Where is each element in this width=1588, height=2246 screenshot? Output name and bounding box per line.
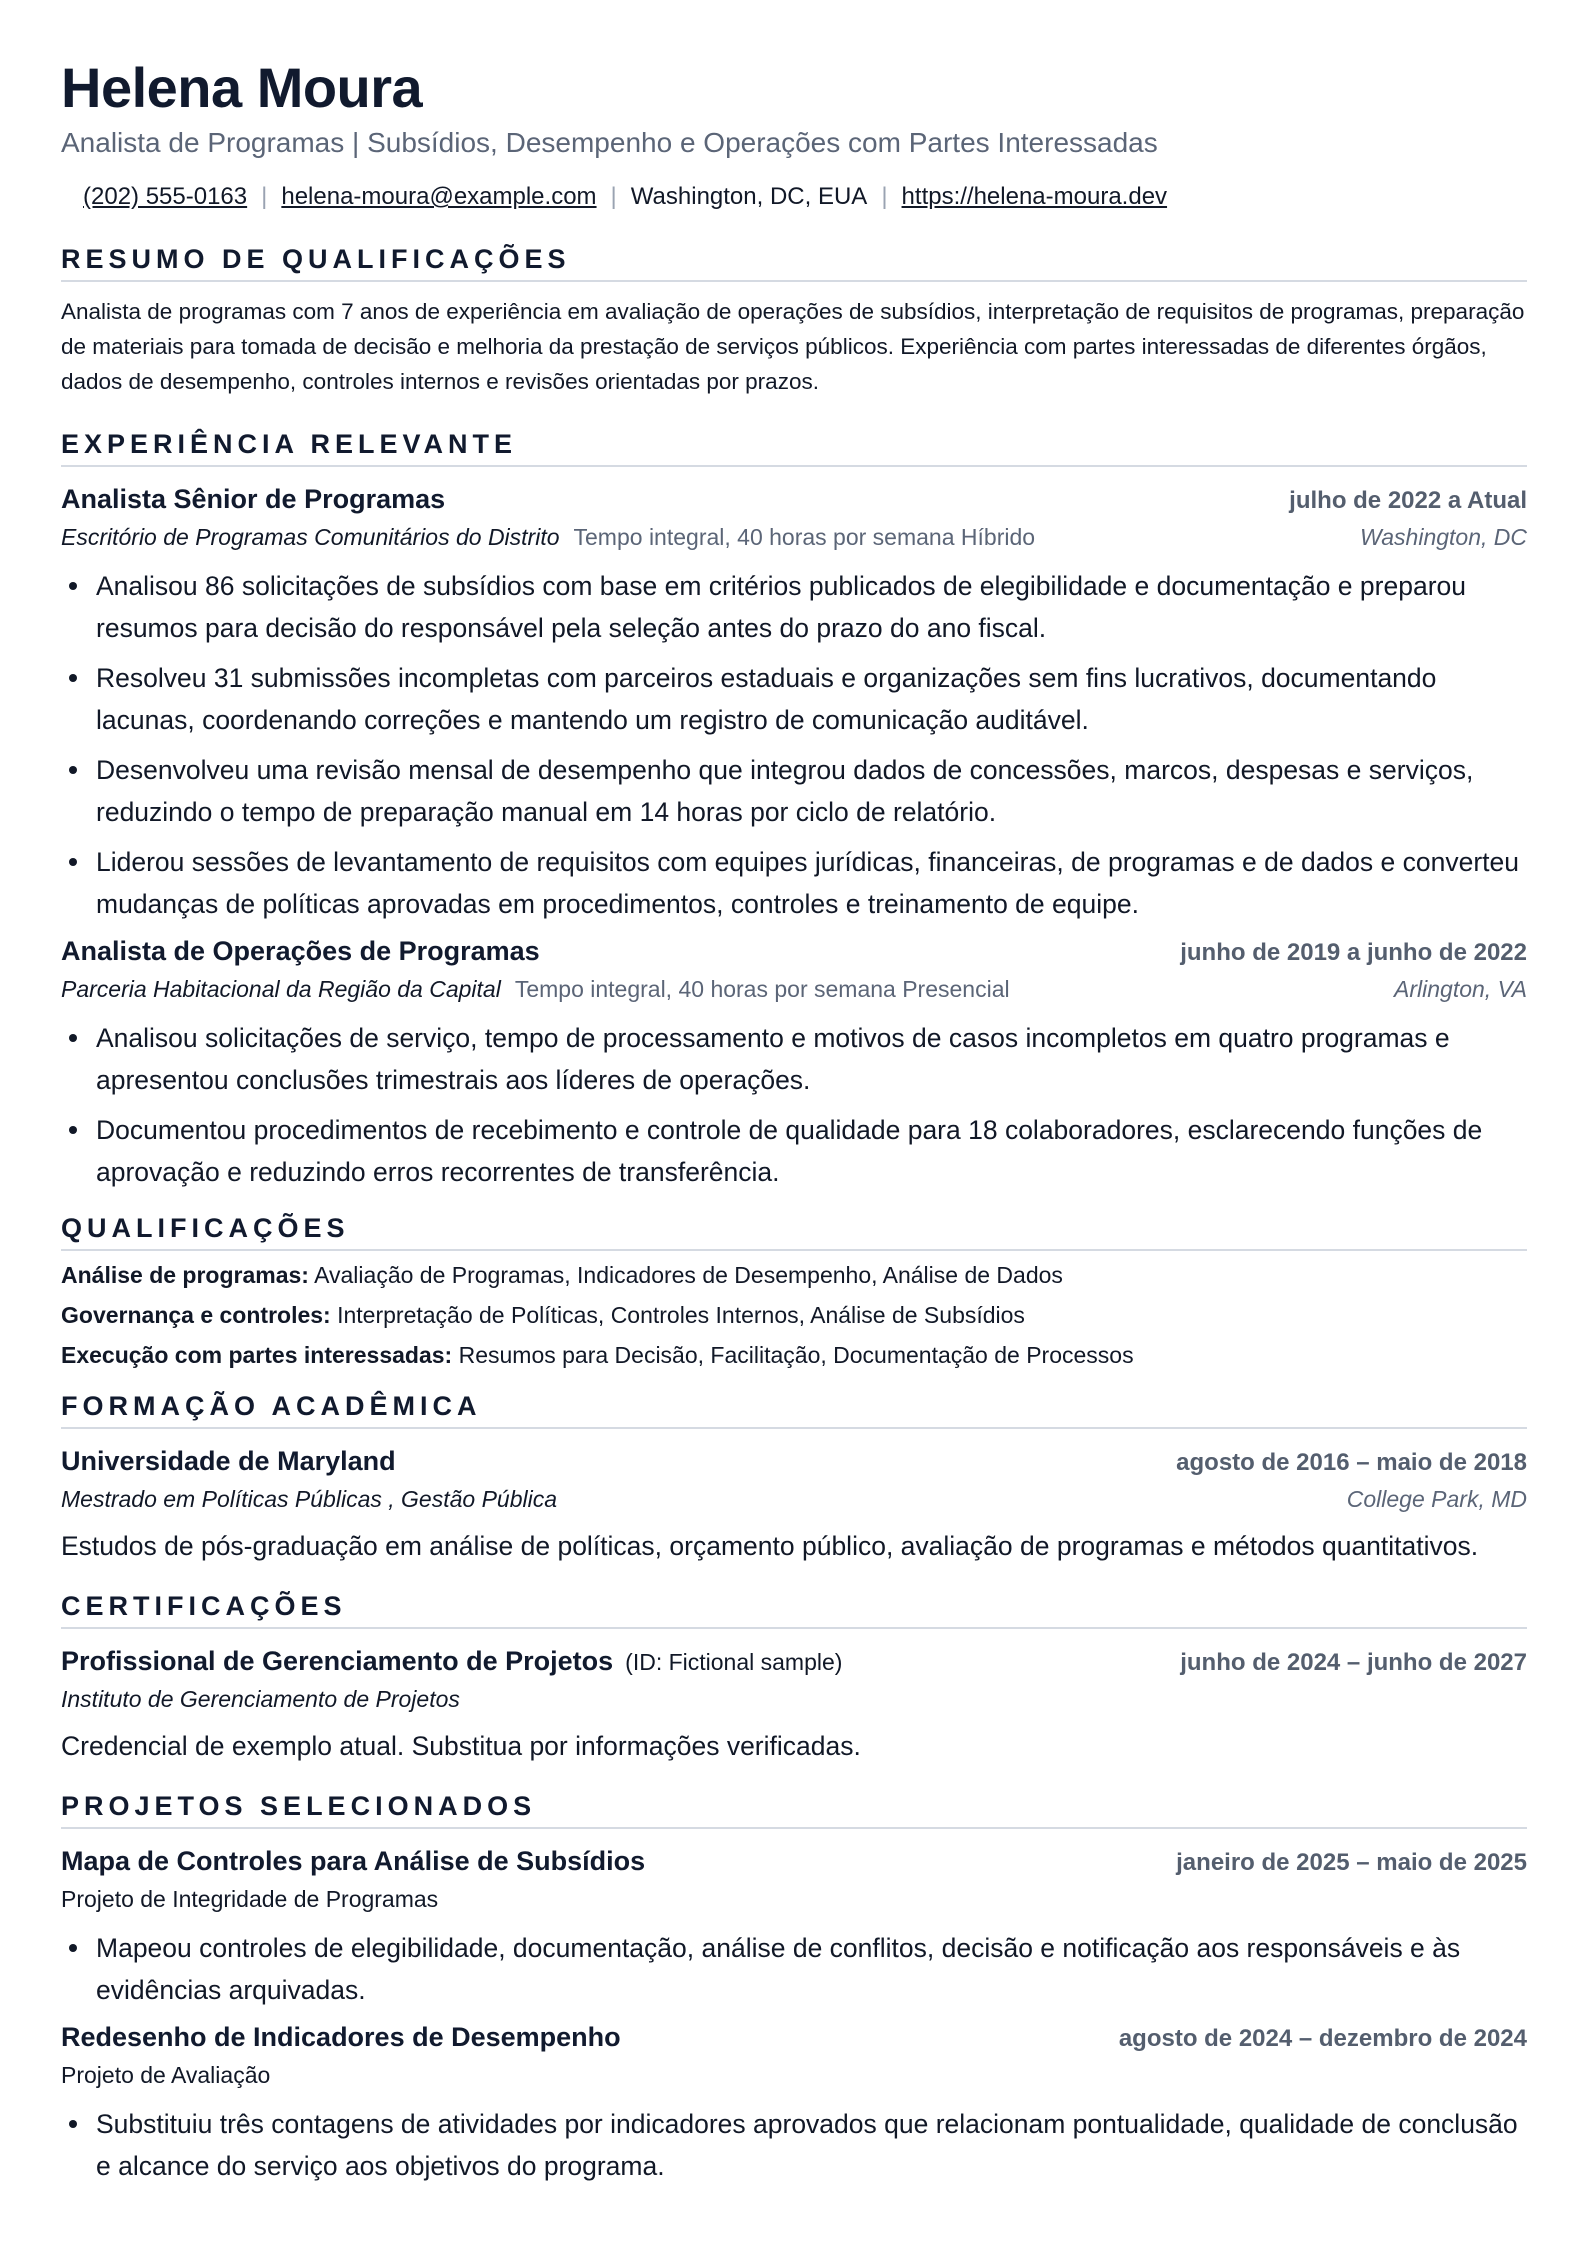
projects-section <box>61 1789 1527 2187</box>
project-entry <box>61 2019 1527 2187</box>
email-link[interactable]: helena-moura@example.com <box>281 183 597 210</box>
job-meta: Tempo integral, 40 horas por semana Híbrido <box>573 524 1036 550</box>
section-title: RESUMO DE QUALIFICAÇÕES <box>61 242 1527 282</box>
job-org: Parceria Habitacional da Região da Capital <box>61 976 501 1002</box>
bullet-item: Analisou solicitações de serviço, tempo de processamento e motivos de casos incompletos em quatro programas e apresentou conclusões trimestrais aos líderes de operações. <box>61 1017 1527 1101</box>
job-entry <box>61 933 1527 1193</box>
education-entry <box>61 1443 1527 1567</box>
project-bullets <box>61 1927 1527 2011</box>
degree: Mestrado em Políticas Públicas , Gestão Pública <box>61 1486 558 1512</box>
contact-separator: | <box>881 183 888 210</box>
contact-line <box>61 182 1527 212</box>
bullet-item: Analisou 86 solicitações de subsídios com base em critérios publicados de elegibilidade e documentação e preparou resumos para decisão do responsável pela seleção antes do prazo do ano fiscal. <box>61 565 1527 649</box>
job-dates: junho de 2019 a junho de 2022 <box>1180 939 1527 966</box>
bullet-item: Documentou procedimentos de recebimento e controle de qualidade para 18 colaboradores, esclarecendo funções de aprovação e reduzindo erros recorrentes de transferência. <box>61 1109 1527 1193</box>
job-title: Analista de Operações de Programas <box>61 936 540 966</box>
job-entry <box>61 481 1527 925</box>
job-bullets <box>61 1017 1527 1193</box>
certification-id: (ID: Fictional sample) <box>625 1649 843 1675</box>
section-title: FORMAÇÃO ACADÊMICA <box>61 1389 1527 1429</box>
skill-row <box>61 1335 1527 1375</box>
job-location: Washington, DC <box>1359 524 1527 550</box>
skill-value: Resumos para Decisão, Facilitação, Documentação de Processos <box>452 1342 1134 1368</box>
project-bullets <box>61 2103 1527 2187</box>
project-name: Mapa de Controles para Análise de Subsídios <box>61 1846 646 1876</box>
skill-row <box>61 1295 1527 1335</box>
education-location: College Park, MD <box>1346 1486 1527 1512</box>
skills-section <box>61 1211 1527 1375</box>
bullet-item: Substituiu três contagens de atividades por indicadores aprovados que relacionam pontualidade, qualidade de conclusão e alcance do serviço aos objetivos do programa. <box>61 2103 1527 2187</box>
summary-text: Analista de programas com 7 anos de experiência em avaliação de operações de subsídios, interpretação de requisitos de programas, preparação de materiais para tomada de decisão e melhoria da prestação de serviços públicos. Experiência com partes interessadas de diferentes órgãos, dados de desempenho, controles internos e revisões orientadas por prazos. <box>61 299 1525 394</box>
skill-value: Avaliação de Programas, Indicadores de Desempenho, Análise de Dados <box>308 1262 1063 1288</box>
education-dates: agosto de 2016 – maio de 2018 <box>1176 1449 1527 1476</box>
job-dates: julho de 2022 a Atual <box>1289 487 1527 514</box>
skill-label: Execução com partes interessadas: <box>61 1342 453 1368</box>
job-bullets <box>61 565 1527 925</box>
section-title: PROJETOS SELECIONADOS <box>61 1789 1527 1829</box>
certification-issuer: Instituto de Gerenciamento de Projetos <box>61 1686 460 1712</box>
degree-line <box>61 1481 557 1517</box>
project-dates: janeiro de 2025 – maio de 2025 <box>1176 1849 1527 1876</box>
job-org: Escritório de Programas Comunitários do Distrito <box>61 524 560 550</box>
contact-separator: | <box>610 183 617 210</box>
certification-title-line <box>61 1643 842 1680</box>
location-text: Washington, DC, EUA <box>630 183 868 210</box>
issuer-line <box>61 1681 460 1717</box>
project-name: Redesenho de Indicadores de Desempenho <box>61 2022 621 2052</box>
job-meta: Tempo integral, 40 horas por semana Presencial <box>514 976 1010 1002</box>
skills-list <box>61 1255 1527 1375</box>
education-section <box>61 1389 1527 1567</box>
project-subtitle: Projeto de Integridade de Programas <box>61 1886 439 1912</box>
bullet-item: Liderou sessões de levantamento de requisitos com equipes jurídicas, financeiras, de programas e de dados e converteu mudanças de políticas aprovadas em procedimentos, controles e treinamento de equipe. <box>61 841 1527 925</box>
skill-label: Análise de programas: <box>61 1262 309 1288</box>
project-subtitle: Projeto de Avaliação <box>61 2062 271 2088</box>
candidate-headline: Analista de Programas | Subsídios, Desempenho e Operações com Partes Interessadas <box>61 127 1158 158</box>
certification-description: Credencial de exemplo atual. Substitua por informações verificadas. <box>61 1731 861 1761</box>
skill-value: Interpretação de Políticas, Controles Internos, Análise de Subsídios <box>330 1302 1025 1328</box>
education-description: Estudos de pós-graduação em análise de políticas, orçamento público, avaliação de programas e métodos quantitativos. <box>61 1531 1479 1561</box>
project-entry <box>61 1843 1527 2011</box>
resume-header <box>61 56 1527 212</box>
certification-name: Profissional de Gerenciamento de Projetos <box>61 1646 614 1676</box>
school-name: Universidade de Maryland <box>61 1446 396 1476</box>
candidate-name: Helena Moura <box>61 56 423 119</box>
section-title: CERTIFICAÇÕES <box>61 1589 1527 1629</box>
skill-label: Governança e controles: <box>61 1302 331 1328</box>
contact-separator: | <box>261 183 268 210</box>
job-org-line <box>61 519 1035 555</box>
summary-section <box>61 242 1527 399</box>
bullet-item: Desenvolveu uma revisão mensal de desempenho que integrou dados de concessões, marcos, despesas e serviços, reduzindo o tempo de preparação manual em 14 horas por ciclo de relatório. <box>61 749 1527 833</box>
job-location: Arlington, VA <box>1394 976 1527 1002</box>
certification-dates: junho de 2024 – junho de 2027 <box>1180 1649 1527 1676</box>
certification-entry <box>61 1643 1527 1767</box>
project-dates: agosto de 2024 – dezembro de 2024 <box>1118 2025 1527 2052</box>
certifications-section <box>61 1589 1527 1767</box>
skill-row <box>61 1255 1527 1295</box>
job-title: Analista Sênior de Programas <box>61 484 446 514</box>
phone-link[interactable]: (202) 555-0163 <box>83 183 248 210</box>
job-org-line <box>61 971 1010 1007</box>
section-title: EXPERIÊNCIA RELEVANTE <box>61 427 1527 467</box>
experience-section <box>61 427 1527 1193</box>
website-link[interactable]: https://helena-moura.dev <box>901 183 1168 210</box>
bullet-item: Resolveu 31 submissões incompletas com parceiros estaduais e organizações sem fins lucrativos, documentando lacunas, coordenando correções e mantendo um registro de comunicação auditável. <box>61 657 1527 741</box>
section-title: QUALIFICAÇÕES <box>61 1211 1527 1251</box>
bullet-item: Mapeou controles de elegibilidade, documentação, análise de conflitos, decisão e notificação aos responsáveis e às evidências arquivadas. <box>61 1927 1527 2011</box>
